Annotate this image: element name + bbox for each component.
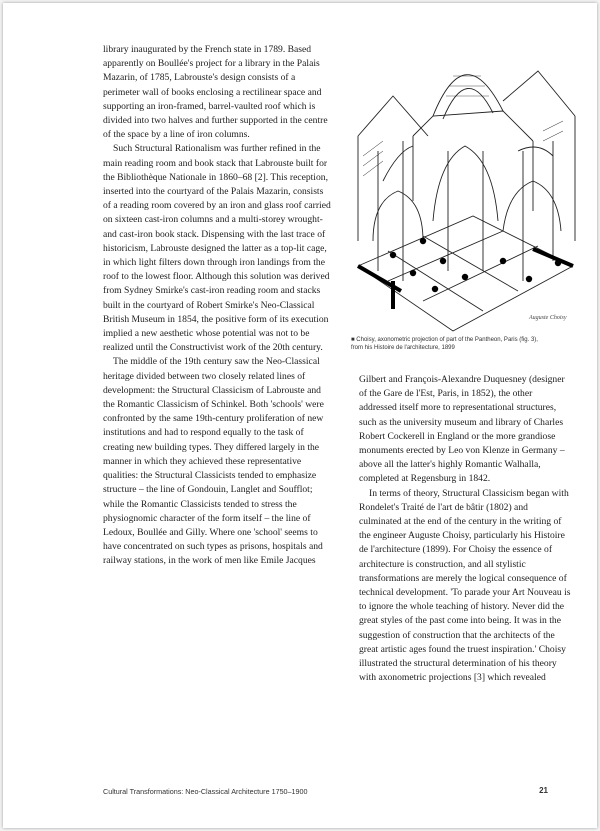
figure-signature: Auguste Choisy bbox=[529, 315, 567, 321]
body-paragraph: library inaugurated by the French state in 1789. Based apparently on Boullée's project for a library in the Palais Mazarin, of 1785, Labrouste's design consists of a perimeter wall of books enclosing a rectilinear space and supporting an iron-framed, barrel-vaulted roof which is divided into two halves and further supported in the centre of the space by a line of iron columns. bbox=[103, 44, 328, 141]
figure-caption bbox=[351, 336, 541, 352]
running-head: Cultural Transformations: Neo-Classical Architecture 1750–1900 bbox=[103, 787, 308, 796]
caption-bullet: ■ bbox=[351, 337, 355, 343]
axonometric-drawing bbox=[353, 41, 578, 336]
body-paragraph: Such Structural Rationalism was further refined in the main reading room and book stack that Labrouste built for the Bibliothèque Nationale in 1860–68 [2]. This reception, inserted into the courtyard of the Palais Mazarin, consists of a reading room covered by an iron and glass roof carried on sixteen cast-iron columns and a multi-storey wrought- and cast-iron book stack. Dispensing with the last trace of historicism, Labrouste designed the latter as a top-lit cage, in which light filters down through iron landings from the roof to the lowest floor. Although this solution was derived from Sydney Smirke's cast-iron reading room and stacks built in the courtyard of Robert Smirke's Neo-Classical British Museum in 1854, the positive form of its execution implied a new aesthetic whose potential was not to be realized until the Constructivist work of the 20th century. bbox=[103, 143, 331, 354]
body-paragraph: In terms of theory, Structural Classicism began with Rondelet's Traité de l'art de bâtir (1802) and culminated at the end of the century in the writing of the engineer Auguste Choisy, particularly his Histoire de l'architecture (1899). For Choisy the essence of architecture is construction, and all stylistic transformations are merely the logical consequence of technical development. 'To parade your Art Nouveau is to ignore the whole teaching of history. Never did the great styles of the past come into being. It was in the suggestion of construction that the architects of the great artistic ages found the truest inspiration.' Choisy illustrated the structural determination of his theory with axonometric projections [3] which revealed bbox=[359, 487, 571, 684]
body-paragraph: The middle of the 19th century saw the Neo-Classical heritage divided between two closely related lines of development: the Structural Classicism of Labrouste and the Romantic Classicism of Schinkel. Both 'schools' were confronted by the same 19th-century proliferation of new institutions and had to respond equally to the task of creating new building types. They differed largely in the manner in which they achieved these representative qualities: the Structural Classicists tended to emphasize structure – the line of Gondouin, Langlet and Soufflot; while the Romantic Classicists tended to stress the physiognomic character of the form itself – the line of Ledoux, Boullée and Gilly. Where one 'school' seems to have concentrated on such types as prisons, hospitals and railway stations, in the work of men like Emile Jacques bbox=[103, 356, 324, 567]
left-text-column bbox=[103, 43, 331, 569]
body-paragraph: Gilbert and François-Alexandre Duquesney (designer of the Gare de l'Est, Paris, in 1852), the other addressed itself more to representational structures, such as the university museum and library of Charles Robert Cockerell in England or the more grandiose monuments erected by Leo von Klenze in Germany – above all the latter's highly Romantic Walhalla, completed at Regensburg in 1842. bbox=[359, 374, 565, 485]
page-number: 21 bbox=[539, 786, 548, 795]
dome-outline bbox=[433, 75, 503, 116]
caption-text: Choisy, axonometric projection of part of the Pantheon, Paris (fig. 3), from his Histoire de l'architecture, 1899 bbox=[351, 337, 538, 352]
right-text-column bbox=[359, 373, 571, 685]
axonometric-figure bbox=[353, 41, 578, 336]
document-page bbox=[3, 3, 597, 828]
